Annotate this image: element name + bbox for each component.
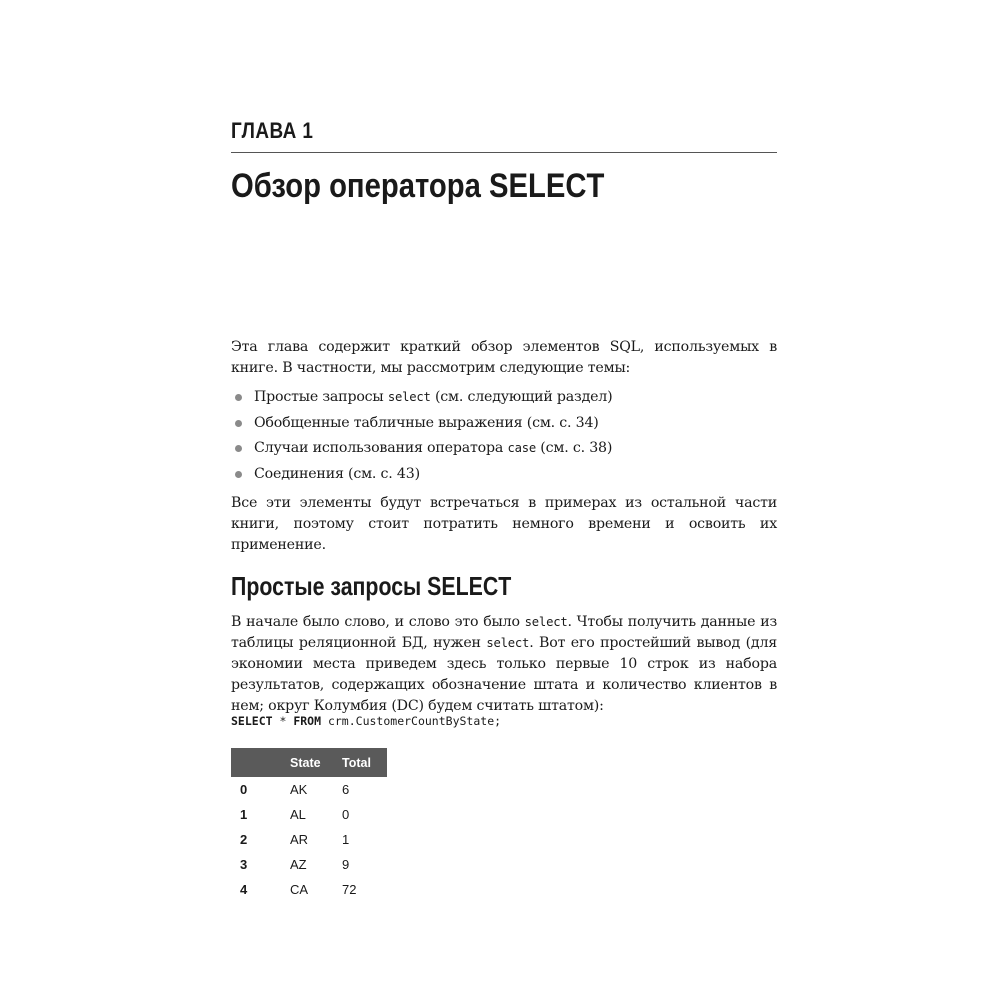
cell-total: 1 (342, 832, 350, 847)
topic-text: Соединения (см. с. 43) (254, 465, 420, 482)
row-index: 4 (240, 882, 248, 897)
inline-code: select (524, 615, 568, 629)
header-index (231, 748, 290, 777)
topic-text: Обобщенные табличные выражения (см. с. 34) (254, 414, 599, 431)
table-row (231, 827, 387, 852)
header-total: Total (342, 748, 387, 777)
result-table (231, 748, 387, 902)
cell-total: 6 (342, 782, 350, 797)
row-index: 3 (240, 857, 248, 872)
table-row (231, 852, 387, 877)
topic-code: case (507, 441, 536, 455)
topic-item (231, 436, 777, 462)
topic-list (231, 385, 777, 487)
cell-total: 9 (342, 857, 350, 872)
intro-closing-paragraph: Все эти элементы будут встречаться в примерах из остальной части книги, поэтому стоит потратить немного времени и освоить их применение. (231, 495, 777, 553)
topic-text: Простые запросы (254, 389, 388, 405)
section-title: Простые запросы SELECT (231, 571, 512, 601)
chapter-title: Обзор оператора SELECT (231, 167, 605, 205)
intro-paragraph: Эта глава содержит краткий обзор элементов SQL, используемых в книге. В частности, мы рассмотрим следующие темы: (231, 339, 777, 376)
topic-text: Случаи использования оператора (254, 440, 508, 456)
bullet-icon (235, 420, 242, 427)
cell-state: AZ (290, 857, 307, 872)
cell-total: 72 (342, 882, 357, 897)
topic-code: select (387, 390, 431, 404)
table-header-row (231, 748, 387, 777)
section-body (231, 612, 777, 717)
table-row (231, 802, 387, 827)
table-row (231, 877, 387, 902)
intro-block (231, 337, 777, 556)
chapter-divider (231, 152, 777, 153)
sql-code-block (231, 714, 501, 728)
cell-state: CA (290, 882, 309, 897)
topic-text: (см. с. 38) (536, 440, 613, 456)
bullet-icon (235, 471, 242, 478)
cell-total: 0 (342, 807, 350, 822)
header-state: State (290, 748, 342, 777)
inline-code: select (486, 636, 530, 650)
row-index: 1 (240, 807, 248, 822)
sql-text: * (272, 714, 294, 728)
topic-item (231, 462, 777, 488)
table-row (231, 777, 387, 802)
section-text: . Чтобы получить данные из таблицы реляционной БД, нужен (231, 614, 778, 651)
cell-state: AK (290, 782, 308, 797)
row-index: 2 (240, 832, 248, 847)
sql-text: crm.CustomerCountByState; (321, 714, 502, 728)
chapter-label: ГЛАВА 1 (231, 118, 314, 143)
section-paragraph (231, 612, 777, 717)
topic-item (231, 411, 777, 437)
row-index: 0 (240, 782, 248, 797)
sql-keyword: FROM (293, 714, 322, 728)
cell-state: AL (290, 807, 306, 822)
bullet-icon (235, 394, 242, 401)
topic-item (231, 385, 777, 411)
topic-text: (см. следующий раздел) (430, 389, 613, 405)
section-text: В начале было слово, и слово это было (231, 614, 525, 630)
cell-state: AR (290, 832, 309, 847)
section-text: . Вот его простейший вывод (для экономии места приведем здесь только первые 10 строк из набора результатов, содержащих обозначение штата и количество клиентов в нем; округ Колумбия (DC) будем считать штатом): (231, 635, 778, 714)
bullet-icon (235, 445, 242, 452)
sql-keyword: SELECT (231, 714, 273, 728)
